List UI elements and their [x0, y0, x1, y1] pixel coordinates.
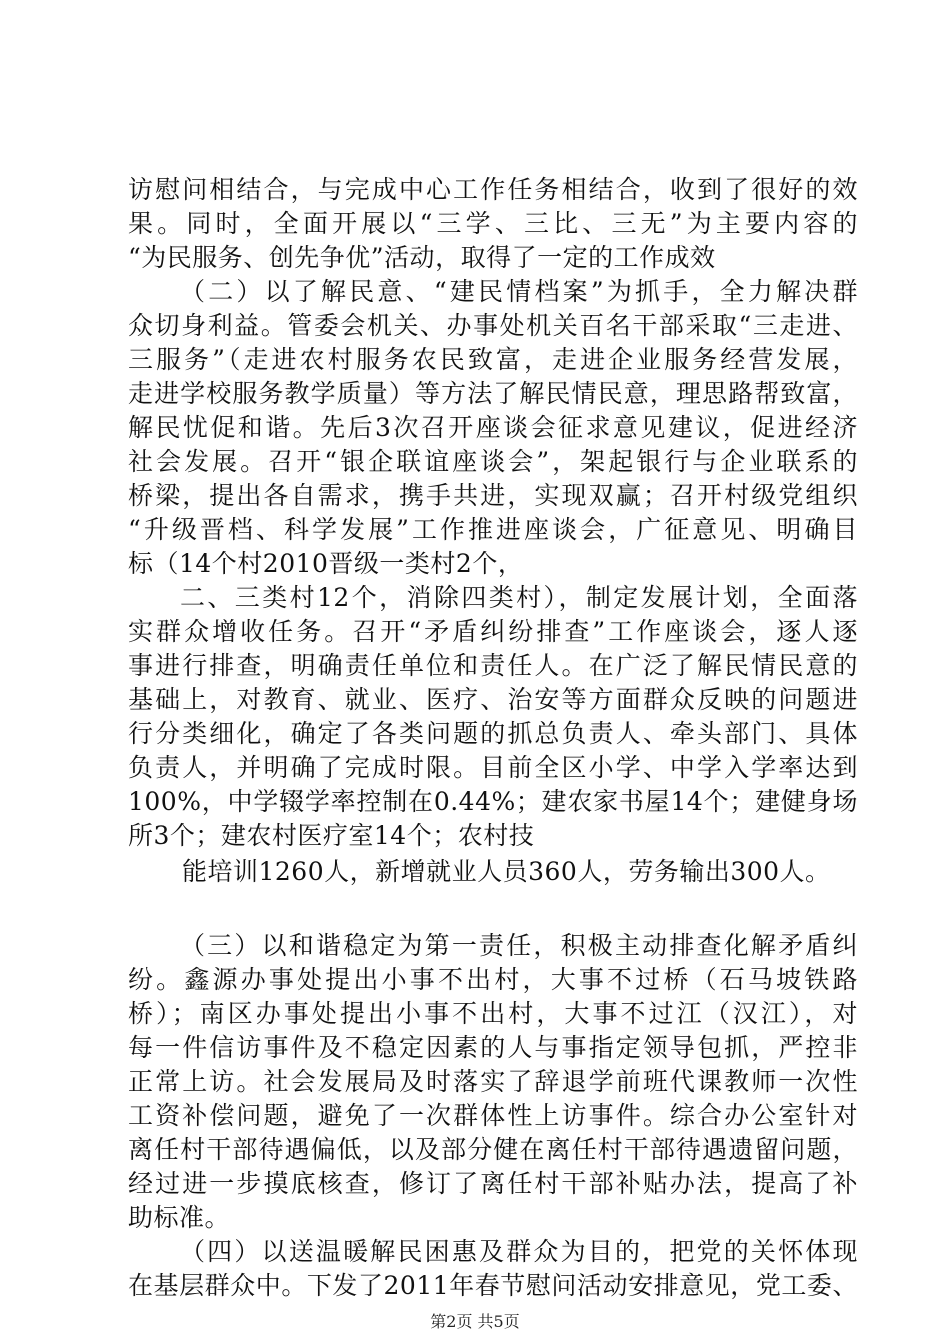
text-line: 走进学校服务教学质量）等方法了解民情民意，理思路帮致富，	[128, 379, 858, 408]
text-line: 纷。鑫源办事处提出小事不出村，大事不过桥（石马坡铁路	[128, 965, 858, 994]
text-line: 负责人，并明确了完成时限。目前全区小学、中学入学率达到	[128, 753, 858, 782]
text-line: 桥）；南区办事处提出小事不出村，大事不过江（汉江），对	[128, 999, 858, 1028]
text-line: 助标准。	[128, 1203, 231, 1232]
text-line: 正常上访。社会发展局及时落实了辞退学前班代课教师一次性	[128, 1067, 858, 1096]
text-line: 所3个；建农村医疗室14个；农村技	[128, 821, 535, 850]
text-line: 事进行排查，明确责任单位和责任人。在广泛了解民情民意的	[128, 651, 858, 680]
page-number-footer: 第2页 共5页	[430, 1312, 520, 1331]
text-line: 经过进一步摸底核查，修订了离任村干部补贴办法，提高了补	[128, 1169, 858, 1198]
text-line: 社会发展。召开“银企联谊座谈会”，架起银行与企业联系的	[128, 447, 858, 476]
text-line: 桥梁，提出各自需求，携手共进，实现双赢；召开村级党组织	[128, 481, 858, 510]
text-line: 基础上，对教育、就业、医疗、治安等方面群众反映的问题进	[128, 685, 858, 714]
text-line: 每一件信访事件及不稳定因素的人与事指定领导包抓，严控非	[128, 1033, 858, 1062]
text-line: 在基层群众中。下发了2011年春节慰问活动安排意见，党工委、	[128, 1271, 858, 1300]
text-line: 三服务”（走进农村服务农民致富，走进企业服务经营发展，	[128, 345, 858, 374]
text-line: 访慰问相结合，与完成中心工作任务相结合，收到了很好的效	[128, 175, 858, 204]
text-line: 100%，中学辍学率控制在0.44%；建农家书屋14个；建健身场	[128, 787, 858, 816]
paragraph-heading-2: （二）以了解民意、“建民情档案”为抓手，全力解决群	[180, 277, 858, 306]
text-line: 果。同时，全面开展以“三学、三比、三无”为主要内容的	[128, 209, 858, 238]
text-line: 能培训1260人，新增就业人员360人，劳务输出300人。	[182, 857, 831, 886]
text-line: 实群众增收任务。召开“矛盾纠纷排查”工作座谈会，逐人逐	[128, 617, 858, 646]
text-line: 离任村干部待遇偏低，以及部分健在离任村干部待遇遗留问题，	[128, 1135, 858, 1164]
paragraph-heading-4: （四）以送温暖解民困惠及群众为目的，把党的关怀体现	[180, 1237, 858, 1266]
paragraph-heading-3: （三）以和谐稳定为第一责任，积极主动排查化解矛盾纠	[180, 931, 858, 960]
text-line: 行分类细化，确定了各类问题的抓总负责人、牵头部门、具体	[128, 719, 858, 748]
text-line: 二、三类村12个，消除四类村），制定发展计划，全面落	[180, 583, 858, 612]
text-line: 标（14个村2010晋级一类村2个，	[128, 549, 524, 578]
text-line: “升级晋档、科学发展”工作推进座谈会，广征意见、明确目	[128, 515, 858, 544]
text-line: 众切身利益。管委会机关、办事处机关百名干部采取“三走进、	[128, 311, 858, 340]
text-line: 解民忧促和谐。先后3次召开座谈会征求意见建议，促进经济	[128, 413, 858, 442]
text-line: 工资补偿问题，避免了一次群体性上访事件。综合办公室针对	[128, 1101, 858, 1130]
text-line: “为民服务、创先争优”活动，取得了一定的工作成效	[128, 243, 716, 272]
